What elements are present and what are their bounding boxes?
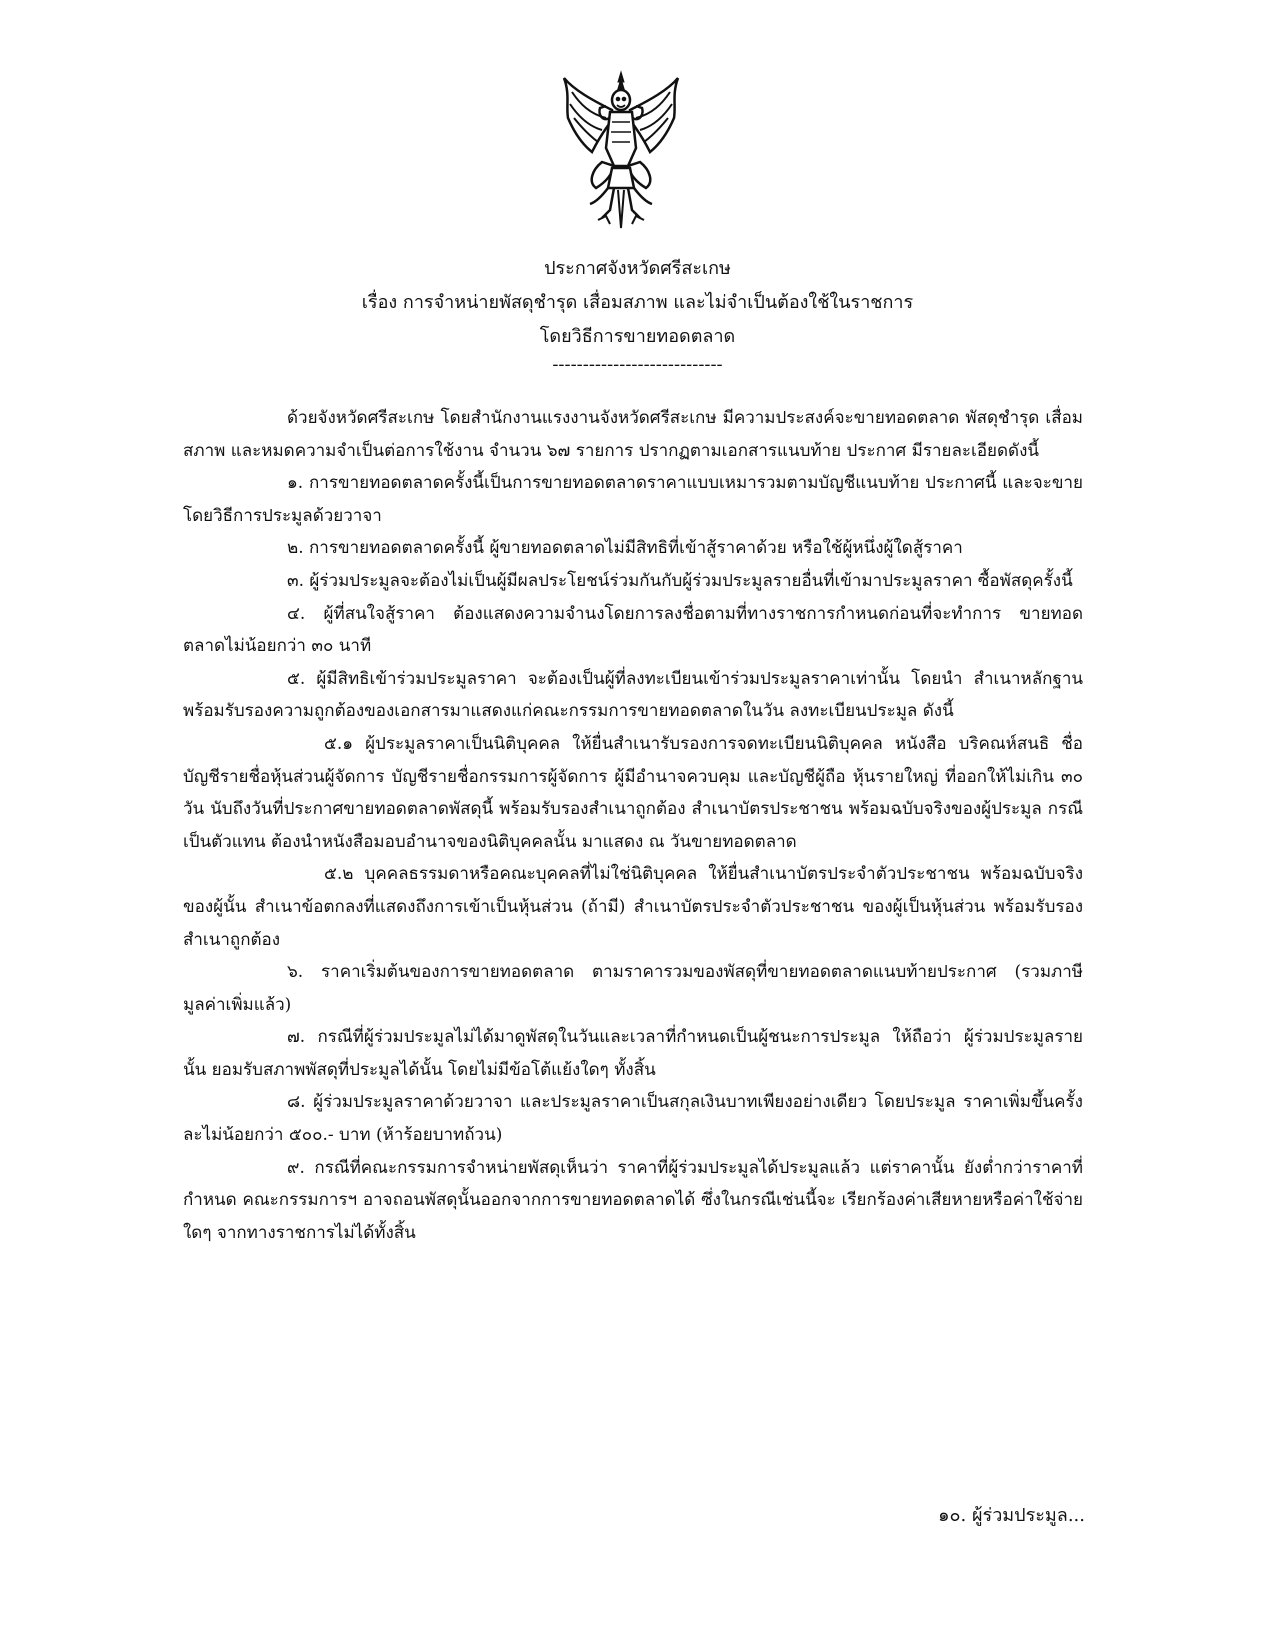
- announcement-body: [183, 402, 1083, 1249]
- garuda-emblem-icon: [562, 70, 680, 230]
- clause-5: ๕. ผู้มีสิทธิเข้าร่วมประมูลราคา จะต้องเป็นผู้ที่ลงทะเบียนเข้าร่วมประมูลราคาเท่านั้น โดยนำ สำเนาหลักฐานพร้อมรับรองความถูกต้องของเอกสารมาแสดงแก่คณะกรรมการขายทอดตลาดในวัน ลงทะเบียนประมูล ดังนี้: [183, 668, 1083, 722]
- continuation-marker: ๑๐. ผู้ร่วมประมูล...: [938, 1505, 1085, 1526]
- clause-8: ๘. ผู้ร่วมประมูลราคาด้วยวาจา และประมูลราคาเป็นสกุลเงินบาทเพียงอย่างเดียว โดยประมูล ราคาเพิ่มขึ้นครั้งละไม่น้อยกว่า ๕๐๐.- บาท (ห้าร้อยบาทถ้วน): [183, 1092, 1083, 1146]
- clause-2: ๒. การขายทอดตลาดครั้งนี้ ผู้ขายทอดตลาดไม่มีสิทธิที่เข้าสู้ราคาด้วย หรือใช้ผู้หนึ่งผู้ใดสู้ราคา: [287, 538, 963, 559]
- announcement-title: ประกาศจังหวัดศรีสะเกษ: [544, 258, 731, 279]
- clause-4: ๔. ผู้ที่สนใจสู้ราคา ต้องแสดงความจำนงโดยการลงชื่อตามที่ทางราชการกำหนดก่อนที่จะทำการ ขายทอดตลาดไม่น้อยกว่า ๓๐ นาที: [183, 603, 1083, 657]
- subclause-5-2: ๕.๒ บุคคลธรรมดาหรือคณะบุคคลที่ไม่ใช่นิติบุคคล ให้ยื่นสำเนาบัตรประจำตัวประชาชน พร้อมฉบับจริงของผู้นั้น สำเนาข้อตกลงที่แสดงถึงการเข้าเป็นหุ้นส่วน (ถ้ามี) สำเนาบัตรประจำตัวประชาชน ของผู้เป็นหุ้นส่วน พร้อมรับรองสำเนาถูกต้อง: [183, 864, 1083, 950]
- announcement-heading: [0, 252, 1275, 376]
- announcement-method: โดยวิธีการขายทอดตลาด: [539, 326, 736, 347]
- clause-6: ๖. ราคาเริ่มต้นของการขายทอดตลาด ตามราคารวมของพัสดุที่ขายทอดตลาดแนบท้ายประกาศ (รวมภาษีมูลค่าเพิ่มแล้ว): [183, 962, 1083, 1015]
- clause-7: ๗. กรณีที่ผู้ร่วมประมูลไม่ได้มาดูพัสดุในวันและเวลาที่กำหนดเป็นผู้ชนะการประมูล ให้ถือว่า ผู้ร่วมประมูลรายนั้น ยอมรับสภาพพัสดุที่ประมูลได้นั้น โดยไม่มีข้อโต้แย้งใดๆ ทั้งสิ้น: [183, 1027, 1083, 1080]
- subclause-5-1: ๕.๑ ผู้ประมูลราคาเป็นนิติบุคคล ให้ยื่นสำเนารับรองการจดทะเบียนนิติบุคคล หนังสือ บริคณห์สนธิ ชื่อบัญชีรายชื่อหุ้นส่วนผู้จัดการ บัญชีรายชื่อกรรมการผู้จัดการ ผู้มีอำนาจควบคุม และบัญชีผู้ถือ หุ้นรายใหญ่ ที่ออกให้ไม่เกิน ๓๐ วัน นับถึงวันที่ประกาศขายทอดตลาดพัสดุนี้ พร้อมรับรองสำเนาถูกต้อง สำเนาบัตรประชาชน พร้อมฉบับจริงของผู้ประมูล กรณีเป็นตัวแทน ต้องนำหนังสือมอบอำนาจของนิติบุคคลนั้น มาแสดง ณ วันขายทอดตลาด: [183, 733, 1083, 852]
- clause-9: ๙. กรณีที่คณะกรรมการจำหน่ายพัสดุเห็นว่า ราคาที่ผู้ร่วมประมูลได้ประมูลแล้ว แต่ราคานั้น ยังต่ำกว่าราคาที่กำหนด คณะกรรมการฯ อาจถอนพัสดุนั้นออกจากการขายทอดตลาดได้ ซึ่งในกรณีเช่นนี้จะ เรียกร้องค่าเสียหายหรือค่าใช้จ่ายใดๆ จากทางราชการไม่ได้ทั้งสิ้น: [183, 1157, 1083, 1243]
- clause-1: ๑. การขายทอดตลาดครั้งนี้เป็นการขายทอดตลาดราคาแบบเหมารวมตามบัญชีแนบท้าย ประกาศนี้ และจะขายโดยวิธีการประมูลด้วยวาจา: [183, 473, 1083, 526]
- announcement-subject: เรื่อง การจำหน่ายพัสดุชำรุด เสื่อมสภาพ และไม่จำเป็นต้องใช้ในราชการ: [361, 292, 914, 313]
- clause-3: ๓. ผู้ร่วมประมูลจะต้องไม่เป็นผู้มีผลประโยชน์ร่วมกันกับผู้ร่วมประมูลรายอื่นที่เข้ามาประมูลราคา ซื้อพัสดุครั้งนี้: [287, 570, 1073, 591]
- heading-separator: ----------------------------: [552, 354, 723, 375]
- intro-paragraph: ด้วยจังหวัดศรีสะเกษ โดยสำนักงานแรงงานจังหวัดศรีสะเกษ มีความประสงค์จะขายทอดตลาด พัสดุชำรุด เสื่อมสภาพ และหมดความจำเป็นต่อการใช้งาน จำนวน ๖๗ รายการ ปรากฏตามเอกสารแนบท้าย ประกาศ มีรายละเอียดดังนี้: [183, 408, 1083, 461]
